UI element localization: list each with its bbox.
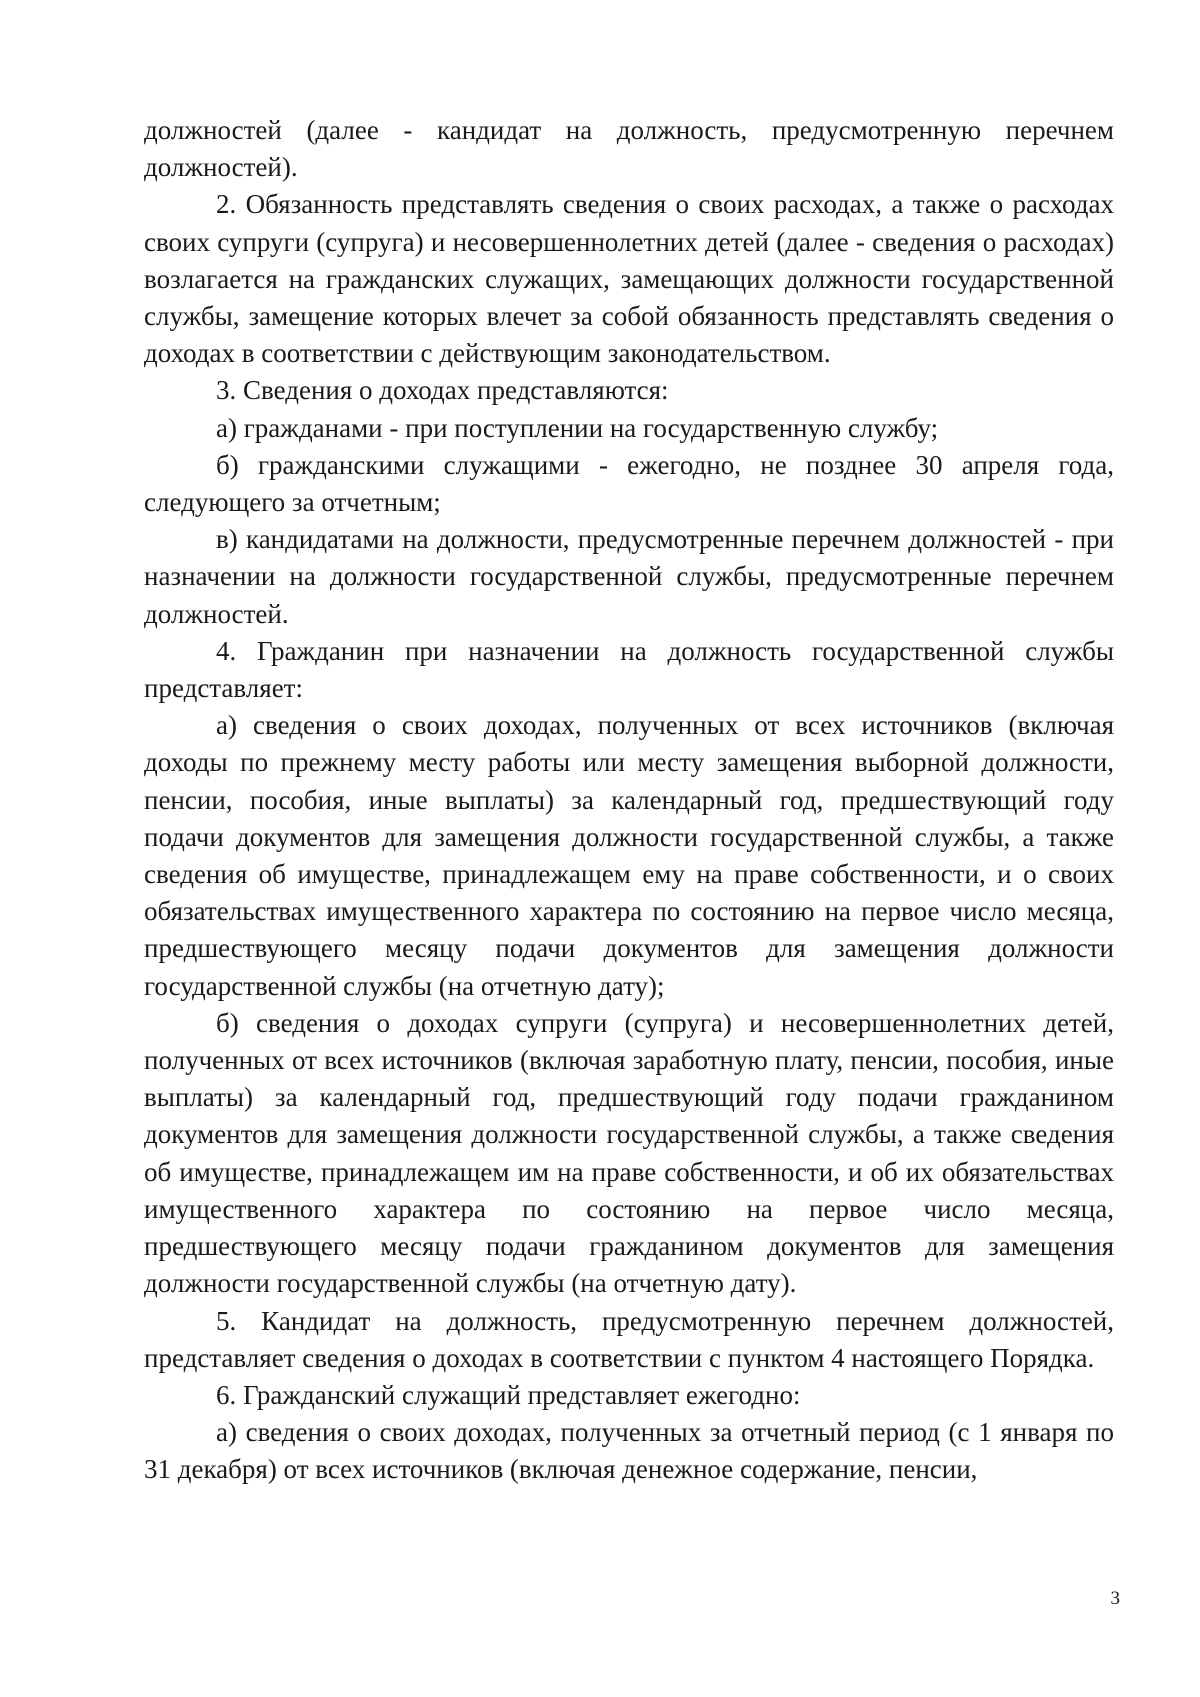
paragraph-item-4a: а) сведения о своих доходах, полученных от всех источников (включая доходы по прежнему месту работы или месту замещения выборной должности, пенсии, пособия, иные выплаты) за календарный год, предшествующий году подачи документов для замещения должности государственной службы, а также сведения об имуществе, принадлежащем ему на праве собственности, и о своих обязательствах имущественного характера по состоянию на первое число месяца, предшествующего месяцу подачи документов для замещения должности государственной службы (на отчетную дату);: [144, 710, 1114, 1001]
paragraph-item-3b: б) гражданскими служащими - ежегодно, не позднее 30 апреля года, следующего за отчетным;: [144, 449, 1114, 518]
page-number: 3: [1110, 1588, 1120, 1609]
paragraph-item-2: 2. Обязанность представлять сведения о своих расходах, а также о расходах своих супруги (супруга) и несовершеннолетних детей (далее - сведения о расходах) возлагается на гражданских служащих, замещающих должности государственной службы, замещение которых влечет за собой обязанность представлять сведения о доходах в соответствии с действующим законодательством.: [144, 189, 1114, 369]
paragraph-item-3: 3. Сведения о доходах представляются:: [216, 375, 669, 406]
paragraph-item-5: 5. Кандидат на должность, предусмотренную перечнем должностей, представляет сведения о доходах в соответствии с пунктом 4 настоящего Порядка.: [144, 1305, 1114, 1373]
document-body: [144, 112, 1114, 1489]
paragraph-item-6a: а) сведения о своих доходах, полученных за отчетный период (с 1 января по 31 декабря) от всех источников (включая денежное содержание, пенсии,: [144, 1417, 1114, 1485]
paragraph-continuation: должностей (далее - кандидат на должность, предусмотренную перечнем должностей).: [144, 115, 1114, 183]
paragraph-item-4: 4. Гражданин при назначении на должность государственной службы представляет:: [144, 635, 1114, 704]
paragraph-item-4b: б) сведения о доходах супруги (супруга) и несовершеннолетних детей, полученных от всех источников (включая заработную плату, пенсии, пособия, иные выплаты) за календарный год, предшествующий году подачи гражданином документов для замещения должности государственной службы, а также сведения об имуществе, принадлежащем им на праве собственности, и об их обязательствах имущественного характера по состоянию на первое число месяца, предшествующего месяцу подачи гражданином документов для замещения должности государственной службы (на отчетную дату).: [144, 1007, 1114, 1299]
paragraph-item-3v: в) кандидатами на должности, предусмотренные перечнем должностей - при назначении на должности государственной службы, предусмотренные перечнем должностей.: [144, 524, 1114, 629]
paragraph-item-3a: а) гражданами - при поступлении на государственную службу;: [216, 412, 939, 443]
paragraph-item-6: 6. Гражданский служащий представляет ежегодно:: [216, 1379, 801, 1410]
